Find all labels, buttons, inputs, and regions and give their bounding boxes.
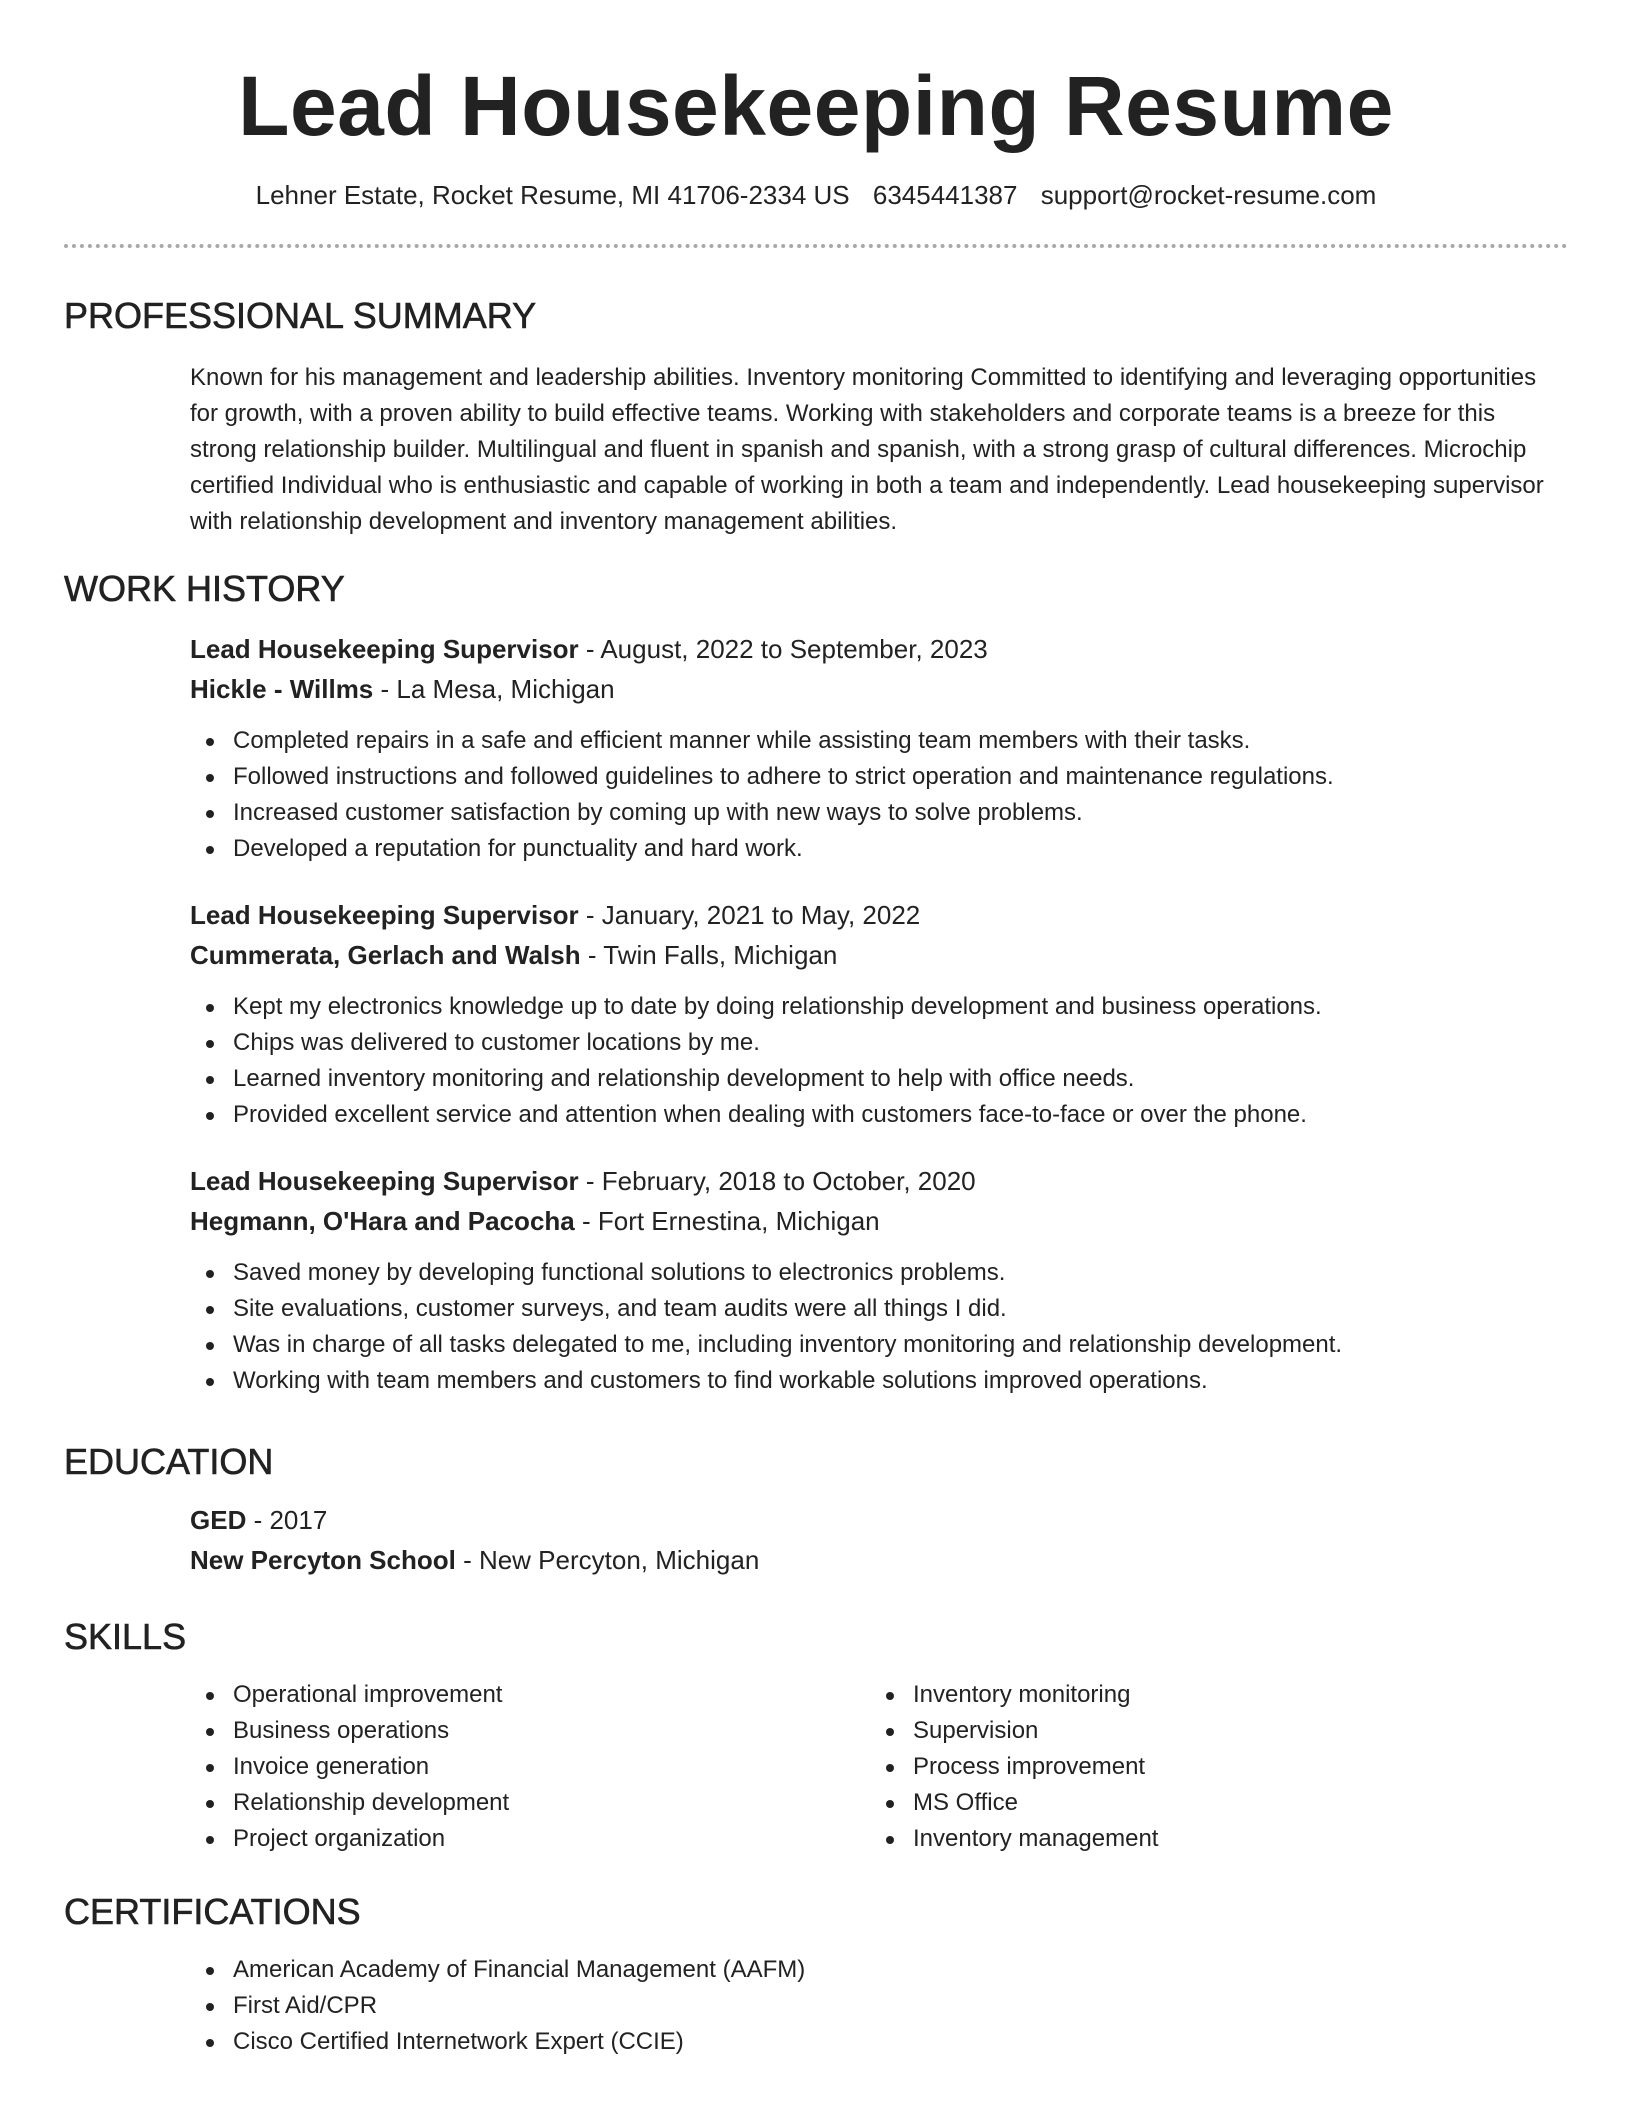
section-heading-skills: SKILLS [64,1616,187,1657]
list-item: Supervision [870,1713,1550,1749]
certifications-list [190,1952,1568,2060]
list-item: MS Office [870,1785,1550,1821]
job-duties-list [190,723,1568,867]
job-dates: - August, 2022 to September, 2023 [578,634,988,664]
list-item: Inventory monitoring [870,1677,1550,1713]
education-school-line [190,1540,1568,1580]
page-title: Lead Housekeeping Resume [238,59,1394,153]
summary-text: Known for his management and leadership abilities. Inventory monitoring Committed to identifying and leveraging opportunities for growth, with a proven ability to build effective teams. Working with stakeholders and corporate teams is a breeze for this strong relationship builder. Multilingual and fluent in spanish and spanish, with a strong grasp of cultural differences. Microchip certified Individual who is enthusiastic and capable of working in both a team and independently. Lead housekeeping supervisor with relationship development and inventory management abilities. [190,364,1544,535]
job-company-line [190,935,1568,975]
education-section [64,1440,1568,1580]
list-item: Saved money by developing functional solutions to electronics problems. [190,1255,1568,1291]
contact-phone: 6345441387 [872,180,1018,210]
list-item: First Aid/CPR [190,1988,1568,2024]
job-company: Hickle - Willms [190,674,374,704]
list-item: Process improvement [870,1749,1550,1785]
list-item: American Academy of Financial Management (AAFM) [190,1952,1568,1988]
job-entry [190,629,1568,867]
job-duties-list [190,989,1568,1133]
education-year: - 2017 [246,1505,328,1535]
professional-summary-section [64,294,1568,540]
list-item: Was in charge of all tasks delegated to me, including inventory monitoring and relationship development. [190,1327,1568,1363]
job-duties-list [190,1255,1568,1399]
skills-section [64,1615,1568,1857]
job-title: Lead Housekeeping Supervisor [190,634,579,664]
summary-body [190,360,1568,540]
list-item: Chips was delivered to customer locations by me. [190,1025,1568,1061]
job-title-line [190,1161,1568,1201]
contact-email: support@rocket-resume.com [1040,180,1377,210]
list-item: Completed repairs in a safe and efficient manner while assisting team members with their tasks. [190,723,1568,759]
header-divider [64,244,1568,248]
list-item: Cisco Certified Internetwork Expert (CCIE) [190,2024,1568,2060]
list-item: Followed instructions and followed guidelines to adhere to strict operation and maintenance regulations. [190,759,1568,795]
skills-list-left [190,1677,870,1857]
contact-address: Lehner Estate, Rocket Resume, MI 41706-2334 US [255,180,850,210]
skills-grid [190,1677,1568,1857]
job-dates: - February, 2018 to October, 2020 [578,1166,976,1196]
education-degree: GED [190,1505,247,1535]
education-school: New Percyton School [190,1545,456,1575]
section-heading-work: WORK HISTORY [64,568,345,609]
job-location: - La Mesa, Michigan [373,674,615,704]
work-body [190,629,1568,1399]
list-item: Developed a reputation for punctuality and hard work. [190,831,1568,867]
list-item: Relationship development [190,1785,870,1821]
list-item: Working with team members and customers to find workable solutions improved operations. [190,1363,1568,1399]
list-item: Operational improvement [190,1677,870,1713]
skills-list-right [870,1677,1550,1857]
list-item: Business operations [190,1713,870,1749]
job-company: Hegmann, O'Hara and Pacocha [190,1206,575,1236]
list-item: Increased customer satisfaction by coming up with new ways to solve problems. [190,795,1568,831]
education-degree-line [190,1500,1568,1540]
job-title-line [190,895,1568,935]
education-location: - New Percyton, Michigan [455,1545,760,1575]
list-item: Provided excellent service and attention when dealing with customers face-to-face or over the phone. [190,1097,1568,1133]
list-item: Inventory management [870,1821,1550,1857]
certifications-section [64,1890,1568,2060]
job-company-line [190,669,1568,709]
section-heading-education: EDUCATION [64,1441,274,1482]
job-title: Lead Housekeeping Supervisor [190,900,579,930]
job-location: - Fort Ernestina, Michigan [574,1206,880,1236]
contact-line [64,178,1568,212]
job-entry [190,1161,1568,1399]
list-item: Learned inventory monitoring and relationship development to help with office needs. [190,1061,1568,1097]
work-history-section [64,567,1568,1399]
job-entry [190,895,1568,1133]
job-title-line [190,629,1568,669]
list-item: Project organization [190,1821,870,1857]
list-item: Kept my electronics knowledge up to date by doing relationship development and business operations. [190,989,1568,1025]
job-title: Lead Housekeeping Supervisor [190,1166,579,1196]
certifications-body [190,1952,1568,2060]
skills-body [190,1677,1568,1857]
job-company-line [190,1201,1568,1241]
job-dates: - January, 2021 to May, 2022 [578,900,921,930]
section-heading-certifications: CERTIFICATIONS [64,1891,361,1932]
education-body [190,1500,1568,1580]
section-heading-summary: PROFESSIONAL SUMMARY [64,295,537,336]
list-item: Site evaluations, customer surveys, and team audits were all things I did. [190,1291,1568,1327]
list-item: Invoice generation [190,1749,870,1785]
job-location: - Twin Falls, Michigan [580,940,838,970]
job-company: Cummerata, Gerlach and Walsh [190,940,581,970]
